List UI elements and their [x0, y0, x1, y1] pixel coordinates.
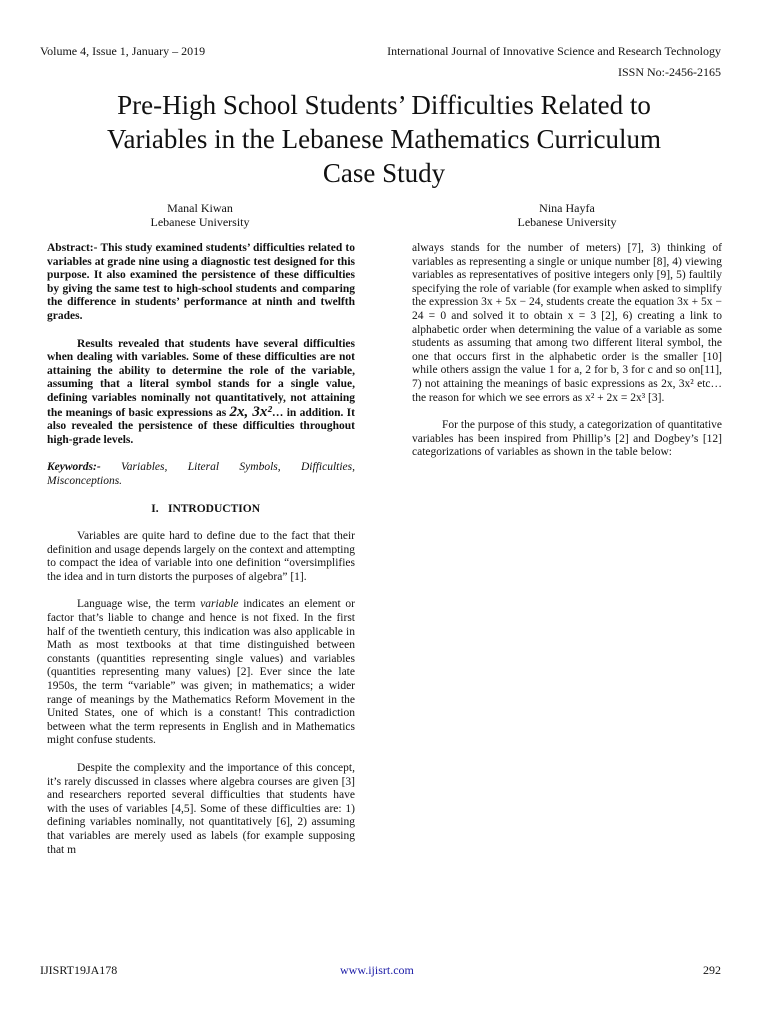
title-line: Case Study — [322, 158, 446, 188]
abstract-label: Abstract:- — [47, 242, 98, 254]
volume-info: Volume 4, Issue 1, January – 2019 — [40, 44, 206, 58]
body-paragraph: Despite the complexity and the importance of this concept, it’s rarely discussed in classes where algebra courses are given [3] and researchers reported several difficulties that students have with the uses of variables [4,5]. Some of these difficulties are: 1) defining variables nominally, not quantitatively [6], 2) assuming that variables are merely used as labels (for example supposing that m — [47, 762, 355, 856]
abstract-text: Results revealed that students have several difficulties when dealing with variables. Some of these difficulties are not attaining the ability to determine the role of the variable, assuming that a literal symbol stands for a single value, defining variables nominally not quantitatively, not attaining the meanings of basic expressions as — [47, 337, 355, 419]
author-affiliation: Lebanese University — [150, 215, 250, 229]
body-text: indicates an element or factor that’s liable to change and hence is not fixed. In the first half of the twentieth century, this indication was also applicable in Math as most textbooks at that time distinguished between constants (quantities representing single values) and variables (quantities representing many values) [2]. Ever since the late 1950s, the term “variable” was given; in mathematics; a wider range of meanings by the Mathematics Reform Movement in the United States, one of which is a constant! This contradiction between what the term represents in English and in Mathematics might confuse students. — [47, 598, 356, 747]
left-column — [47, 242, 355, 857]
body-paragraph: Variables are quite hard to define due to the fact that their definition and usage depends largely on the context and attempting to compact the idea of variable into one definition “oversimplifies the idea and in turn distorts the purposes of algebra” [1]. — [47, 530, 355, 583]
right-column — [412, 242, 722, 460]
abstract-paragraph — [47, 338, 355, 448]
footer-code: IJISRT19JA178 — [40, 963, 118, 977]
footer-url-link[interactable]: www.ijisrt.com — [340, 963, 414, 977]
section-title: INTRODUCTION — [167, 502, 260, 515]
title-line: Variables in the Lebanese Mathematics Curriculum — [106, 124, 662, 154]
abstract-paragraph — [47, 242, 355, 324]
section-number: I. — [151, 502, 159, 515]
author-affiliation: Lebanese University — [517, 215, 617, 229]
abstract-text: This study examined students’ difficulties related to variables at grade nine using a diagnostic test designed for this purpose. It also examined the persistence of these difficulties by giving the same test to high-school students and comparing the difference in students’ performance at ninth and twelfth grades. — [47, 242, 355, 322]
section-heading — [47, 503, 355, 517]
emphasized-term: variable — [200, 598, 239, 611]
page-number: 292 — [703, 963, 721, 977]
keywords-text: Variables, Literal Symbols, Difficulties, Misconceptions. — [47, 461, 355, 487]
body-paragraph — [47, 598, 355, 748]
issn: ISSN No:-2456-2165 — [617, 65, 721, 79]
author-block — [80, 201, 320, 229]
keywords — [47, 461, 355, 488]
author-block — [447, 201, 687, 229]
abstract-text: … in addition. It also revealed the persistence of these difficulties throughout high-grade levels. — [47, 406, 355, 446]
body-text: Language wise, the term — [77, 598, 196, 611]
body-paragraph: For the purpose of this study, a categorization of quantitative variables has been inspired from Phillip’s [2] and Dogbey’s [12] categorizations of variables as shown in the table below: — [412, 419, 722, 459]
math-expression: 2x, 3x² — [229, 403, 272, 420]
title-line: Pre-High School Students’ Difficulties Related to — [117, 90, 651, 120]
journal-name: International Journal of Innovative Science and Research Technology — [387, 44, 721, 58]
keywords-label: Keywords:- — [47, 461, 101, 474]
author-name: Nina Hayfa — [539, 201, 595, 215]
author-name: Manal Kiwan — [167, 201, 233, 215]
body-paragraph: always stands for the number of meters) [7], 3) thinking of variables as representing a single or unique number [8], 4) viewing variables as representatives of positive integers only [9], 5) faultily specifying the role of variable (for example when asked to simplify the expression 3x + 5x − 24, students create the equation 3x + 5x − 24 = 0 and solved it to obtain x = 3 [2], 6) creating a link to alphabetic order when determining the value of a variable as some students as assuming that among two different literal symbol, the one that occurs first in the alphabetic order is the smaller [10] while others assign the value 1 for a, 2 for b, 3 for c and so on[11], 7) not attaining the meanings of basic expressions as 2x, 3x² etc…the reason for which we see errors as x² + 2x = 2x³ [3]. — [412, 242, 722, 404]
paper-title — [40, 88, 728, 190]
